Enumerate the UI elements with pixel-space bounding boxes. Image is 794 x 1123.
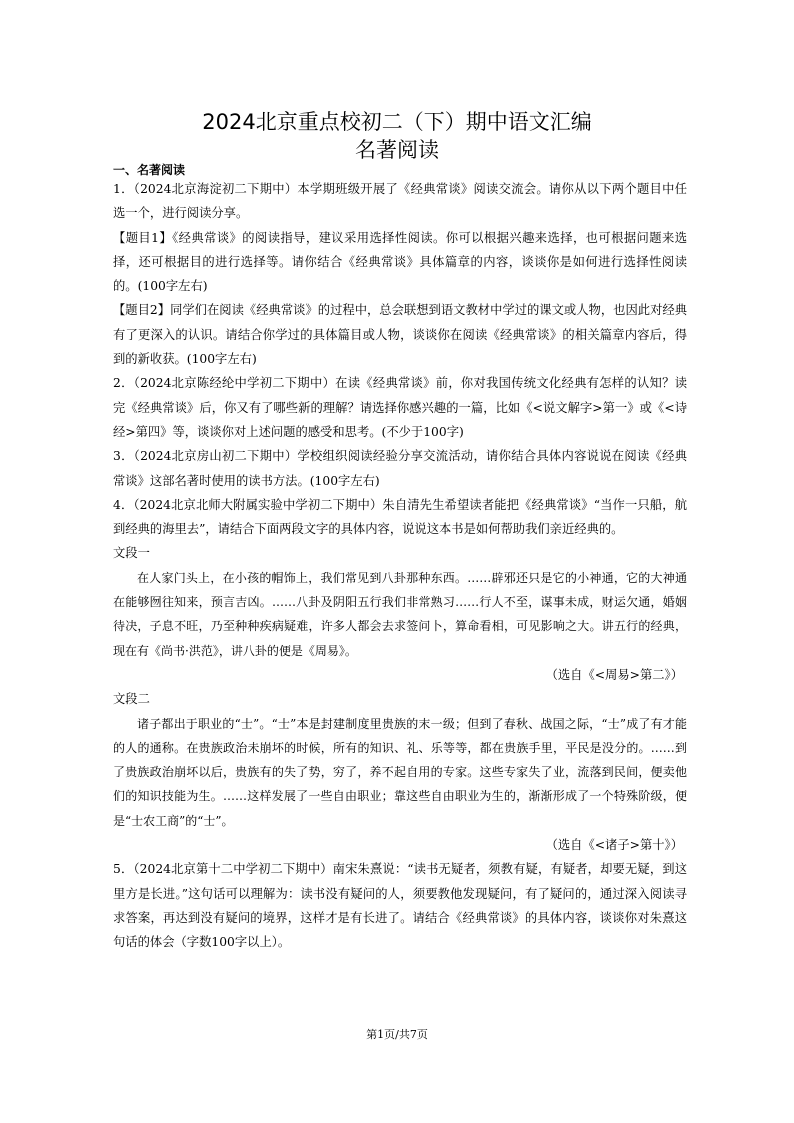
question-list xyxy=(113,177,687,955)
section-heading: 一、名著阅读 xyxy=(113,163,186,177)
document-title: 2024北京重点校初二（下）期中语文汇编 xyxy=(202,110,592,134)
question-4: 4．（2024北京北师大附属实验中学初二下期中）朱自清先生希望读者能把《经典常谈》“当作一只船，航到经典的海里去”，请结合下面两段文字的具体内容，说说这本书是如何帮助我们亲近经典的。 xyxy=(113,497,687,537)
question-5: 5．（2024北京第十二中学初二下期中）南宋朱熹说：“读书无疑者，须教有疑，有疑者，却要无疑，到这里方是长进。”这句话可以理解为：读书没有疑问的人，须要教他发现疑问，有了疑问的，通过深入阅读寻求答案，再达到没有疑问的境界，这样才是有长进了。请结合《经典常谈》的具体内容，谈谈你对朱熹这句话的体会（字数100字以上）。 xyxy=(113,862,687,950)
passage-1-source: （选自《<周易>第二》） xyxy=(545,667,683,682)
passage-2-label: 文段二 xyxy=(113,692,150,707)
passage-1-label: 文段一 xyxy=(113,546,150,561)
question-2: 2．（2024北京陈经纶中学初二下期中）在读《经典常谈》前，你对我国传统文化经典有怎样的认知？读完《经典常谈》后，你又有了哪些新的理解？请选择你感兴趣的一篇，比如《<说文解字>第一》或《<诗经>第四》等，谈谈你对上述问题的感受和思考。(不少于100字) xyxy=(113,376,687,439)
question-1-topic-1: 【题目1】《经典常谈》的阅读指导，建议采用选择性阅读。你可以根据兴趣来选择，也可根据问题来选择，还可根据目的进行选择等。请你结合《经典常谈》具体篇章的内容，谈谈你是如何进行选择性阅读的。(100字左右) xyxy=(113,230,687,294)
question-1-intro: 1．（2024北京海淀初二下期中）本学期班级开展了《经典常谈》阅读交流会。请你从以下两个题目中任选一个，进行阅读分享。 xyxy=(113,182,687,221)
passage-2: 诸子都出于职业的“士”。“士”本是封建制度里贵族的末一级；但到了春秋、战国之际，“士”成了有才能的人的通称。在贵族政治未崩坏的时候，所有的知识、礼、乐等等，都在贵族手里，平民是没分的。……到了贵族政治崩坏以后，贵族有的失了势，穷了，养不起自用的专家。这些专家失了业，流落到民间，便卖他们的知识技能为生。……这样发展了一些自由职业；靠这些自由职业为生的，渐渐形成了一个特殊阶级，便是“士农工商”的“士”。 xyxy=(113,716,687,828)
question-3: 3．（2024北京房山初二下期中）学校组织阅读经验分享交流活动，请你结合具体内容说说在阅读《经典常谈》这部名著时使用的读书方法。(100字左右) xyxy=(113,449,687,488)
page-number: 第1页/共7页 xyxy=(366,1028,428,1041)
passage-2-source: （选自《<诸子>第十》） xyxy=(545,838,683,853)
question-1-topic-2: 【题目2】同学们在阅读《经典常谈》的过程中，总会联想到语文教材中学过的课文或人物，也因此对经典有了更深入的认识。请结合你学过的具体篇目或人物，谈谈你在阅读《经典常谈》的相关篇章内容后，得到的新收获。(100字左右) xyxy=(113,303,687,367)
document-subtitle: 名著阅读 xyxy=(355,138,439,162)
passage-1: 在人家门头上，在小孩的帽饰上，我们常见到八卦那种东西。……辟邪还只是它的小神通，它的大神通在能够囫往知来，预言吉凶。……八卦及阴阳五行我们非常熟习……行人不至，谋事未成，财运欠通，婚姻待决，子息不旺，乃至种种疾病疑难，许多人都会去求签问卜，算命看相，可见影响之大。讲五行的经典，现在有《尚书·洪范》，讲八卦的便是《周易》。 xyxy=(113,570,687,658)
